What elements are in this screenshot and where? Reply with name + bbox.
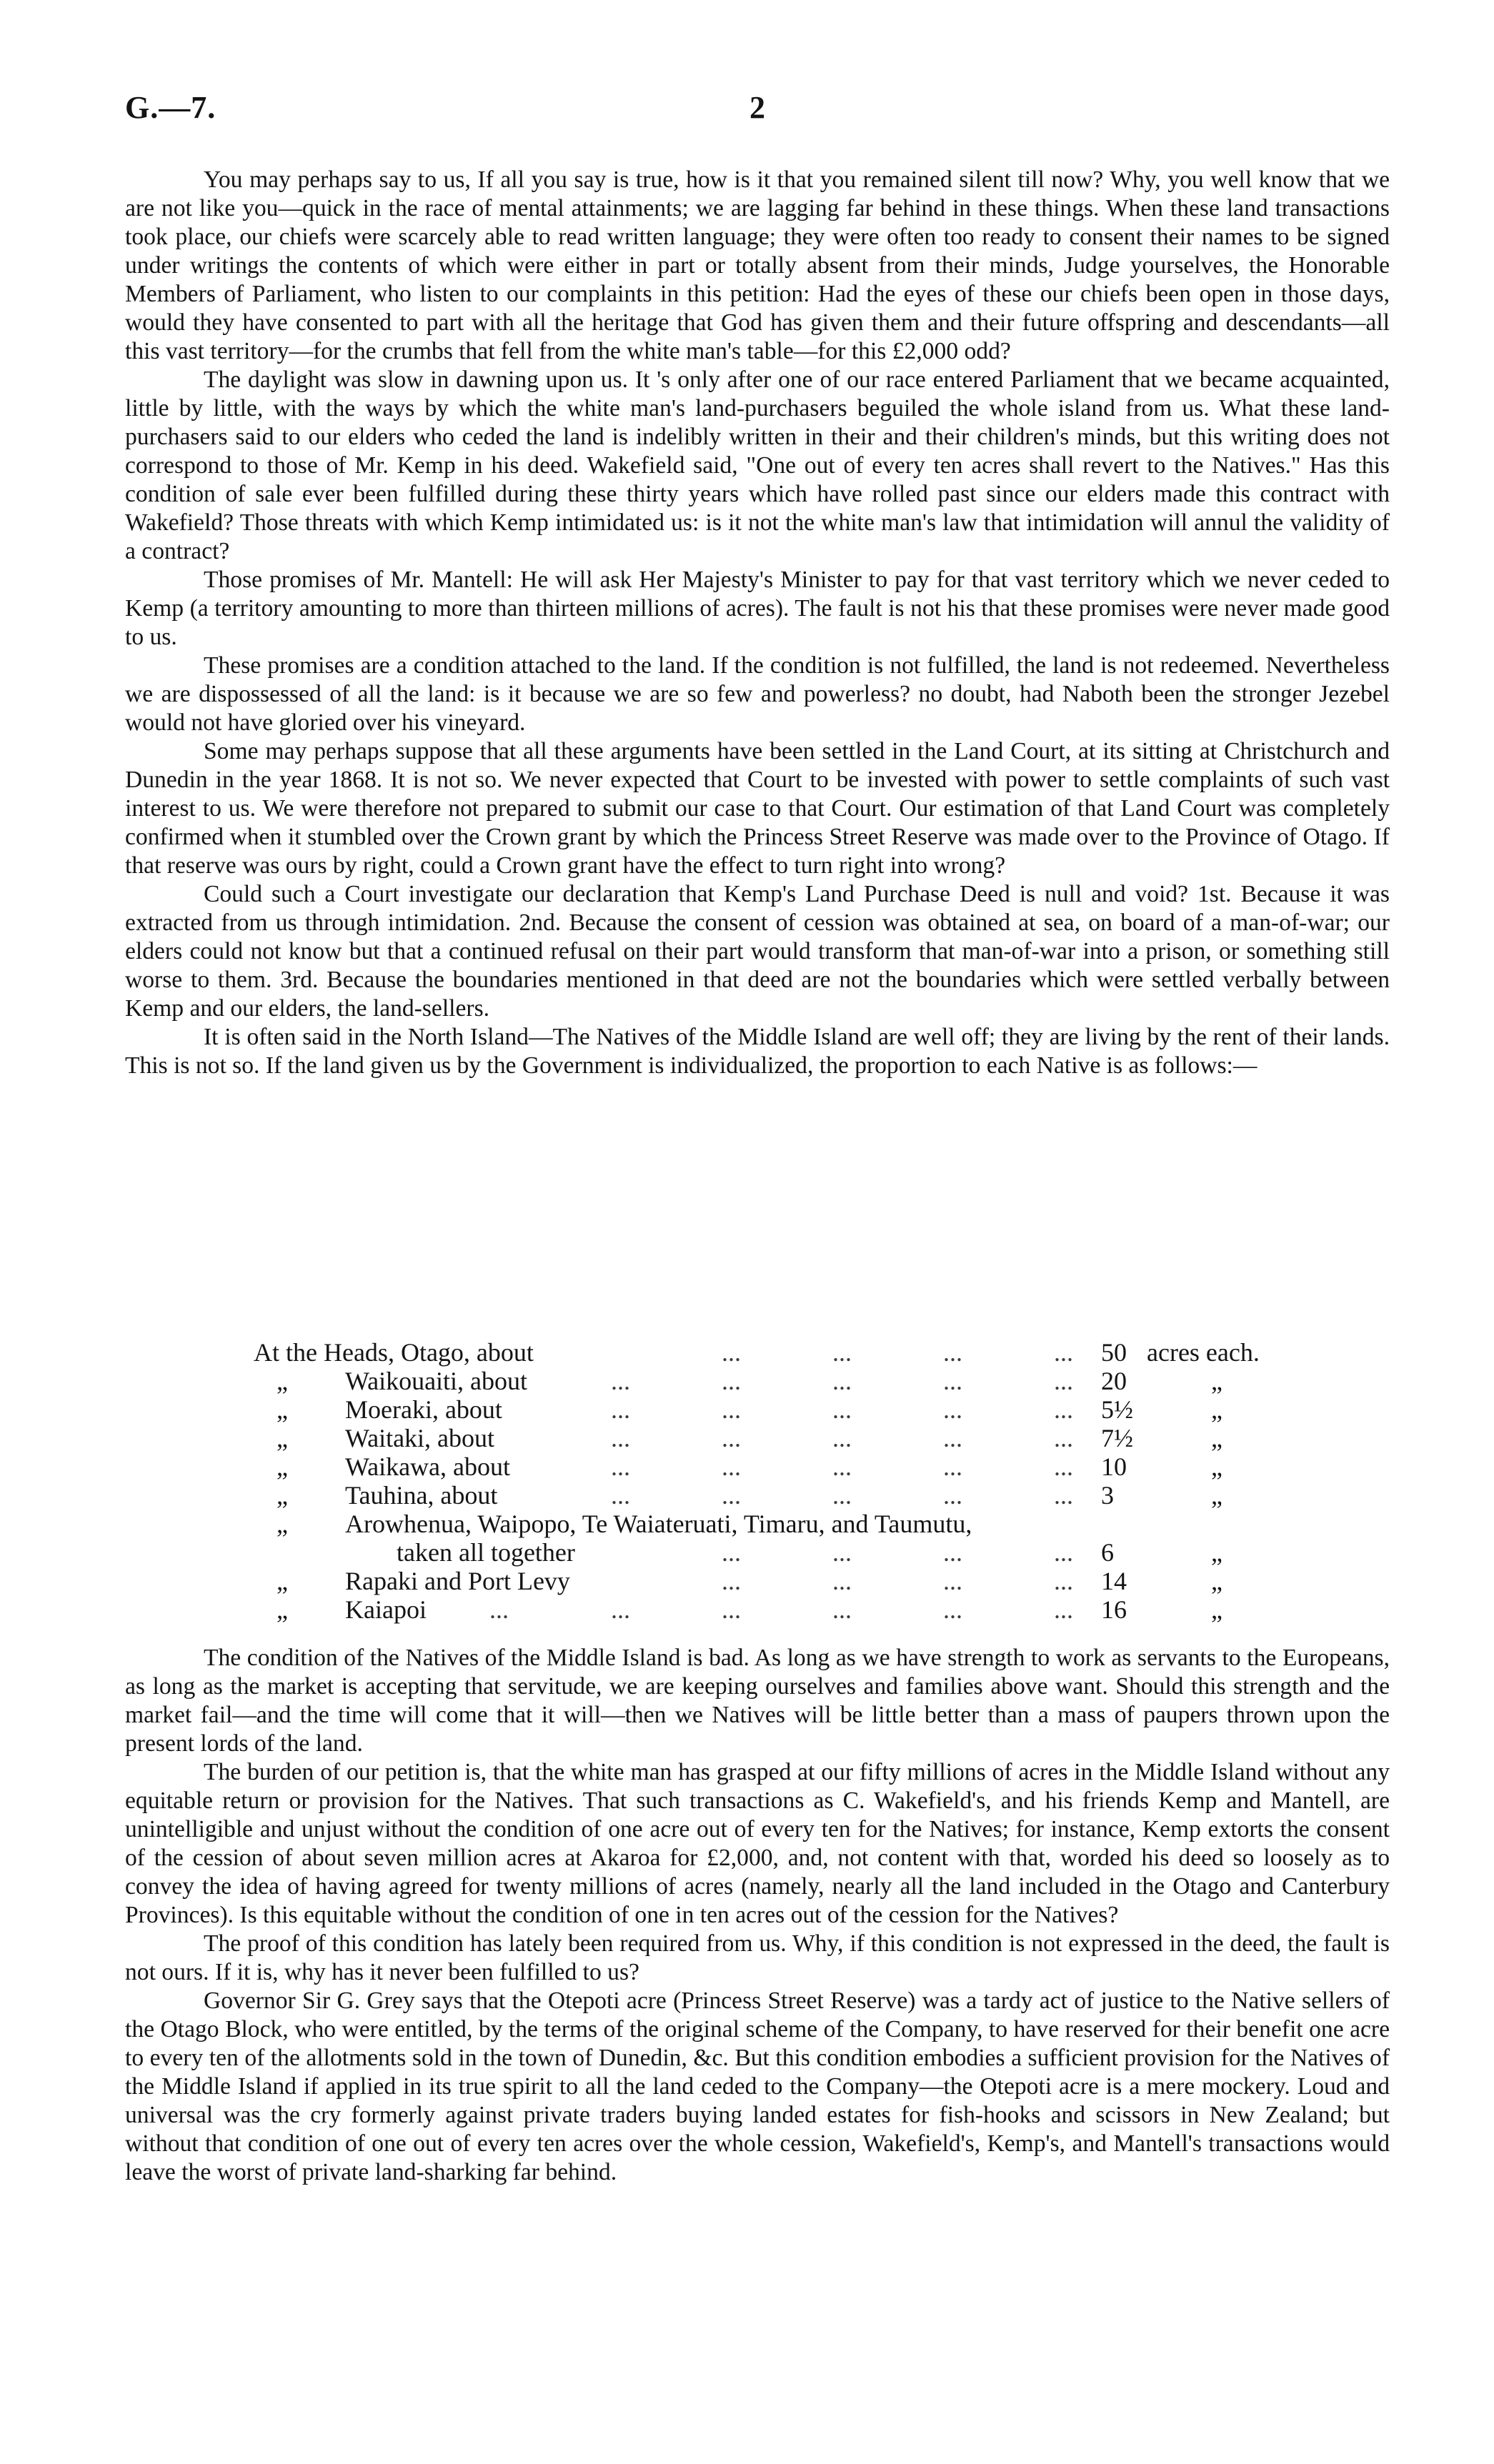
paragraph-daylight: The daylight was slow in dawning upon us. It 's only after one of our race entered Parliament that we became acquainted, little by little, with the ways by which the white man's land-purchasers beguiled the whole island from us. What these land-purchasers said to our elders who ceded the land is indelibly written in their and their children's minds, but this writing does not correspond to those of Mr. Kemp in his deed. Wakefield said, "One out of every ten acres shall revert to the Natives." Has this condition of sale ever been fulfilled during these thirty years which have rolled past since our elders made this contract with Wakefield? Those threats with which Kemp intimidated us: is it not the white man's law that intimidation will annul the validity of a contract? bbox=[125, 366, 1390, 564]
ditto-mark: „ bbox=[1211, 1595, 1222, 1624]
unit-label: acres each. bbox=[1147, 1338, 1260, 1367]
ditto-mark: „ bbox=[277, 1595, 288, 1624]
acre-value: 50 bbox=[1101, 1338, 1127, 1367]
paragraph-governor-grey: Governor Sir G. Grey says that the Otepoti acre (Princess Street Reserve) was a tardy act of justice to the Native sellers of the Otago Block, who were entitled, by the terms of the original scheme of the Company, to have reserved for their benefit one acre to every ten of the allotments sold in the town of Dunedin, &c. But this condition embodies a sufficient provision for the Natives of the Middle Island if applied in its true spirit to all the land ceded to the Company—the Otepoti acre is a mere mockery. Loud and universal was the cry formerly against private traders buying landed estates for fish-hooks and scissors in New Zealand; but without that condition of one out of every ten acres over the whole cession, Wakefield's, Kemp's, and Mantell's transactions would leave the worst of private land-sharking far behind. bbox=[125, 1987, 1390, 2185]
paragraph-proof: The proof of this condition has lately been required from us. Why, if this condition is not expressed in the deed, the fault is not ours. If it is, why has it never been fulfilled to us? bbox=[125, 1930, 1390, 1985]
ditto-mark: „ bbox=[1211, 1452, 1222, 1481]
ditto-mark: „ bbox=[277, 1424, 288, 1452]
paragraph-kemp-deed: Could such a Court investigate our declaration that Kemp's Land Purchase Deed is null and void? 1st. Because it was extracted from us through intimidation. 2nd. Because the consent of cession was obtained at sea, on board of a man-of-war; our elders could not know but that a continued refusal on their part would transform that man-of-war into a prison, or something still worse to them. 3rd. Because the boundaries mentioned in that deed are not the boundaries which were settled verbally between Kemp and our elders, the land-sellers. bbox=[125, 881, 1390, 1022]
table-row: „ Rapaki and Port Levy ... ... ... ... 14 „ bbox=[277, 1567, 1222, 1595]
page-header bbox=[125, 89, 1390, 132]
table-row: At the Heads, Otago, about ... ... ... ... 50 acres each. bbox=[254, 1338, 1260, 1367]
ditto-mark: „ bbox=[1211, 1481, 1222, 1510]
table-row bbox=[254, 1510, 1325, 1538]
ditto-mark: „ bbox=[1211, 1395, 1222, 1424]
table-row: „ Tauhina, about ... ... ... ... ... 3 „ bbox=[277, 1481, 1222, 1510]
place-name: Waikawa, about bbox=[345, 1452, 511, 1481]
paragraph-mantell-promises: Those promises of Mr. Mantell: He will ask Her Majesty's Minister to pay for that vast territory which we never ceded to Kemp (a territory amounting to more than thirteen millions of acres). The fault is not his that these promises were never made good to us. bbox=[125, 567, 1390, 650]
acre-value: 10 bbox=[1101, 1452, 1127, 1481]
table-row: „ Moeraki, about ... ... ... ... ... 5½ „ bbox=[277, 1395, 1222, 1424]
ditto-mark: „ bbox=[277, 1567, 288, 1595]
ditto-mark: „ bbox=[1211, 1424, 1222, 1452]
place-name: Arowhenua, Waipopo, Te Waiateruati, Timaru, and Taumutu, bbox=[345, 1510, 972, 1538]
place-name: At the Heads, Otago, about bbox=[254, 1338, 534, 1367]
acre-value: 3 bbox=[1101, 1481, 1114, 1510]
page-number: 2 bbox=[750, 90, 765, 125]
acre-value: 16 bbox=[1101, 1595, 1127, 1624]
place-name: Waitaki, about bbox=[345, 1424, 495, 1452]
place-name: Rapaki and Port Levy bbox=[345, 1567, 570, 1595]
place-name: Moeraki, about bbox=[345, 1395, 502, 1424]
paragraph-north-island: It is often said in the North Island—The Natives of the Middle Island are well off; they are living by the rent of their lands. This is not so. If the land given us by the Government is individualized, the proportion to each Native is as follows:— bbox=[125, 1024, 1390, 1079]
acre-value: 7½ bbox=[1101, 1424, 1133, 1452]
place-name: Kaiapoi bbox=[345, 1595, 427, 1624]
ditto-mark: „ bbox=[1211, 1567, 1222, 1595]
paragraph-land-court: Some may perhaps suppose that all these arguments have been settled in the Land Court, at its sitting at Christchurch and Dunedin in the year 1868. It is not so. We never expected that Court to be invested with power to settle complaints of such vast interest to us. We were therefore not prepared to submit our case to that Court. Our estimation of that Land Court was completely confirmed when it stumbled over the Crown grant by which the Princess Street Reserve was made over to the Province of Otago. If that reserve was ours by right, could a Crown grant have the effect to turn right into wrong? bbox=[125, 738, 1390, 879]
petition-body bbox=[125, 166, 1390, 1080]
ditto-mark: „ bbox=[1211, 1367, 1222, 1395]
ditto-mark: „ bbox=[277, 1367, 288, 1395]
paragraph-middle-island-condition: The condition of the Natives of the Middle Island is bad. As long as we have strength to work as servants to the Europeans, as long as the market is accepting that servitude, we are keeping ourselves and families above want. Should this strength and the market fail—and the time will come that it will—then we Natives will be little better than a mass of paupers thrown upon the present lords of the land. bbox=[125, 1645, 1390, 1757]
ditto-mark: „ bbox=[277, 1452, 288, 1481]
document-reference: G.—7. bbox=[125, 90, 216, 125]
paragraph-silence: You may perhaps say to us, If all you say is true, how is it that you remained silent till now? Why, you well know that we are not like you—quick in the race of mental attainments; we are lagging far behind in these things. When these land transactions took place, our chiefs were scarcely able to read written language; they were often too ready to consent their names to be signed under writings the contents of which were either in part or totally absent from their minds, Judge yourselves, the Honorable Members of Parliament, who listen to our complaints in this petition: Had the eyes of these our chiefs been open in those days, would they have consented to part with all the heritage that God has given them and their future offspring and descendants—all this vast territory—for the crumbs that fell from the white man's table—for this £2,000 odd? bbox=[125, 166, 1390, 364]
place-continuation: taken all together bbox=[397, 1538, 575, 1567]
petition-conclusion bbox=[125, 1644, 1390, 2187]
table-row: taken all together ... ... ... ... 6 „ bbox=[397, 1538, 1222, 1567]
place-name: Tauhina, about bbox=[345, 1481, 498, 1510]
table-row: „ Waikouaiti, about ... ... ... ... ... 20 „ bbox=[277, 1367, 1222, 1395]
acre-value: 5½ bbox=[1101, 1395, 1133, 1424]
place-name: Waikouaiti, about bbox=[345, 1367, 528, 1395]
ditto-mark: „ bbox=[277, 1481, 288, 1510]
table-row: „ Waitaki, about ... ... ... ... ... 7½ „ bbox=[277, 1424, 1222, 1452]
ditto-mark: „ bbox=[1211, 1538, 1222, 1567]
acre-value: 6 bbox=[1101, 1538, 1114, 1567]
ditto-mark: „ bbox=[277, 1395, 288, 1424]
acre-value: 20 bbox=[1101, 1367, 1127, 1395]
paragraph-condition: These promises are a condition attached to the land. If the condition is not fulfilled, the land is not redeemed. Nevertheless we are dispossessed of all the land: is it because we are so few and powerless? no doubt, had Naboth been the stronger Jezebel would not have gloried over his vineyard. bbox=[125, 652, 1390, 736]
table-row: „ Kaiapoi ... ... ... ... ... ... 16 „ bbox=[277, 1595, 1222, 1624]
allotment-table bbox=[254, 1338, 1325, 1624]
acre-value: 14 bbox=[1101, 1567, 1127, 1595]
table-row: „ Waikawa, about ... ... ... ... ... 10 „ bbox=[277, 1452, 1222, 1481]
ditto-mark: „ bbox=[277, 1510, 288, 1538]
paragraph-burden: The burden of our petition is, that the white man has grasped at our fifty millions of acres in the Middle Island without any equitable return or provision for the Natives. That such transactions as C. Wakefield's, and his friends Kemp and Mantell, are unintelligible and unjust without the condition of one acre out of every ten for the Natives; for instance, Kemp extorts the consent of the cession of about seven million acres at Akaroa for £2,000, and, not content with that, worded his deed so loosely as to convey the idea of having agreed for twenty millions of acres (namely, nearly all the land included in the Otago and Canterbury Provinces). Is this equitable without the condition of one in ten acres out of the cession for the Natives? bbox=[125, 1759, 1390, 1928]
